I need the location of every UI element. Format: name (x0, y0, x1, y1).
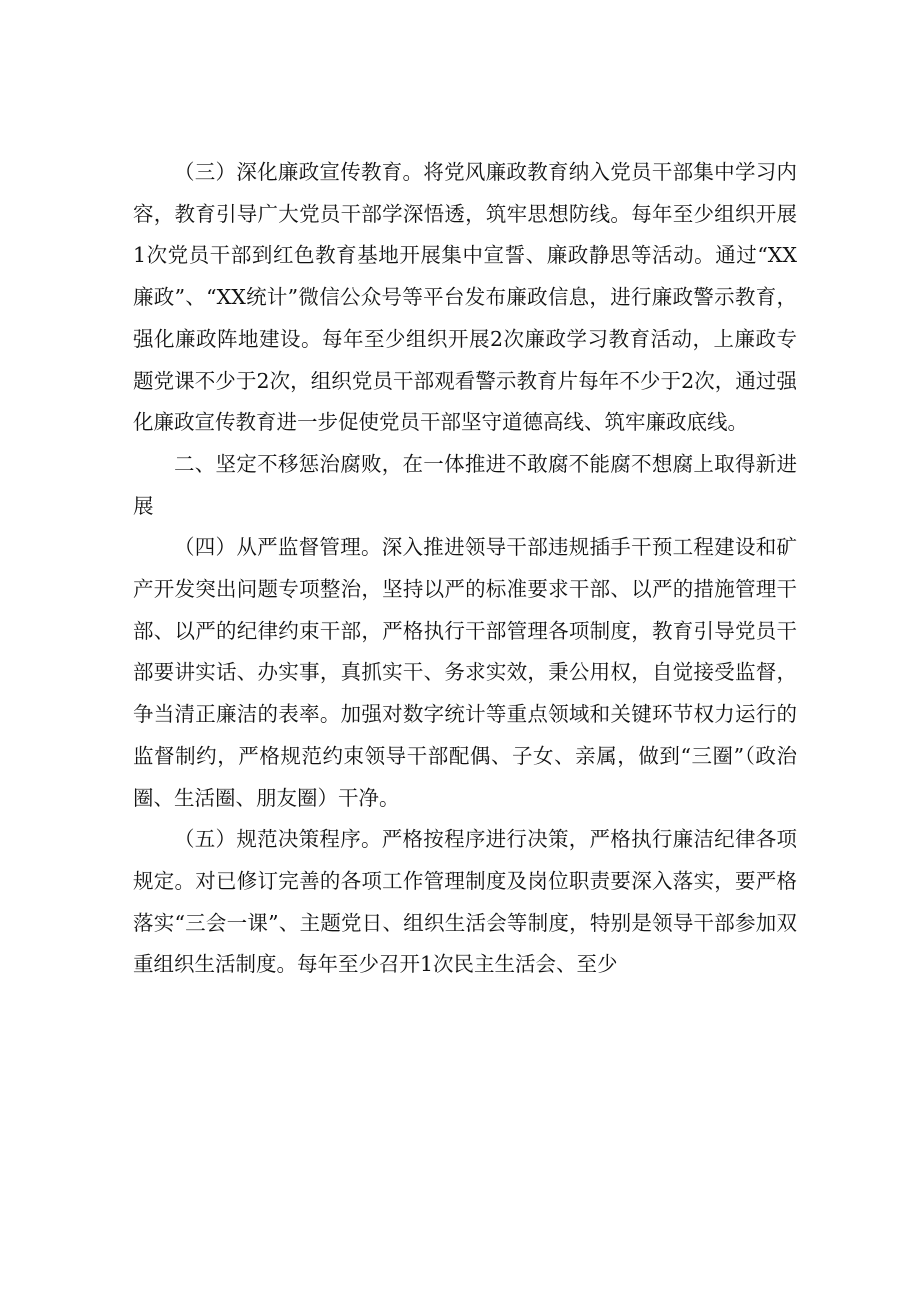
paragraph-deepen-integrity-education: （三）深化廉政宣传教育。将党风廉政教育纳入党员干部集中学习内容，教育引导广大党员干部学深悟透，筑牢思想防线。每年至少组织开展1次党员干部到红色教育基地开展集中宣誓、廉政静思等活动。通过“XX廉政”、“XX统计”微信公众号等平台发布廉政信息，进行廉政警示教育，强化廉政阵地建设。每年至少组织开展2次廉政学习教育活动，上廉政专题党课不少于2次，组织党员干部观看警示教育片每年不少于2次，通过强化廉政宣传教育进一步促使党员干部坚守道德高线、筑牢廉政底线。 (133, 160, 797, 435)
section-heading-punish-corruption: 二、坚定不移惩治腐败，在一体推进不敢腐不能腐不想腐上取得新进展 (133, 451, 797, 518)
paragraph-standardize-decision-process: （五）规范决策程序。严格按程序进行决策，严格执行廉洁纪律各项规定。对已修订完善的各项工作管理制度及岗位职责要深入落实，要严格落实“三会一课”、主题党日、组织生活会等制度，特别是领导干部参加双重组织生活制度。每年至少召开1次民主生活会、至少 (133, 827, 797, 977)
document-body (133, 152, 797, 986)
paragraph-strict-supervision: （四）从严监督管理。深入推进领导干部违规插手干预工程建设和矿产开发突出问题专项整治，坚持以严的标准要求干部、以严的措施管理干部、以严的纪律约束干部，严格执行干部管理各项制度，教育引导党员干部要讲实话、办实事，真抓实干、务求实效，秉公用权，自觉接受监督，争当清正廉洁的表率。加强对数字统计等重点领域和关键环节权力运行的监督制约，严格规范约束领导干部配偶、子女、亲属，做到“三圈”（政治圈、生活圈、朋友圈）干净。 (133, 535, 797, 810)
